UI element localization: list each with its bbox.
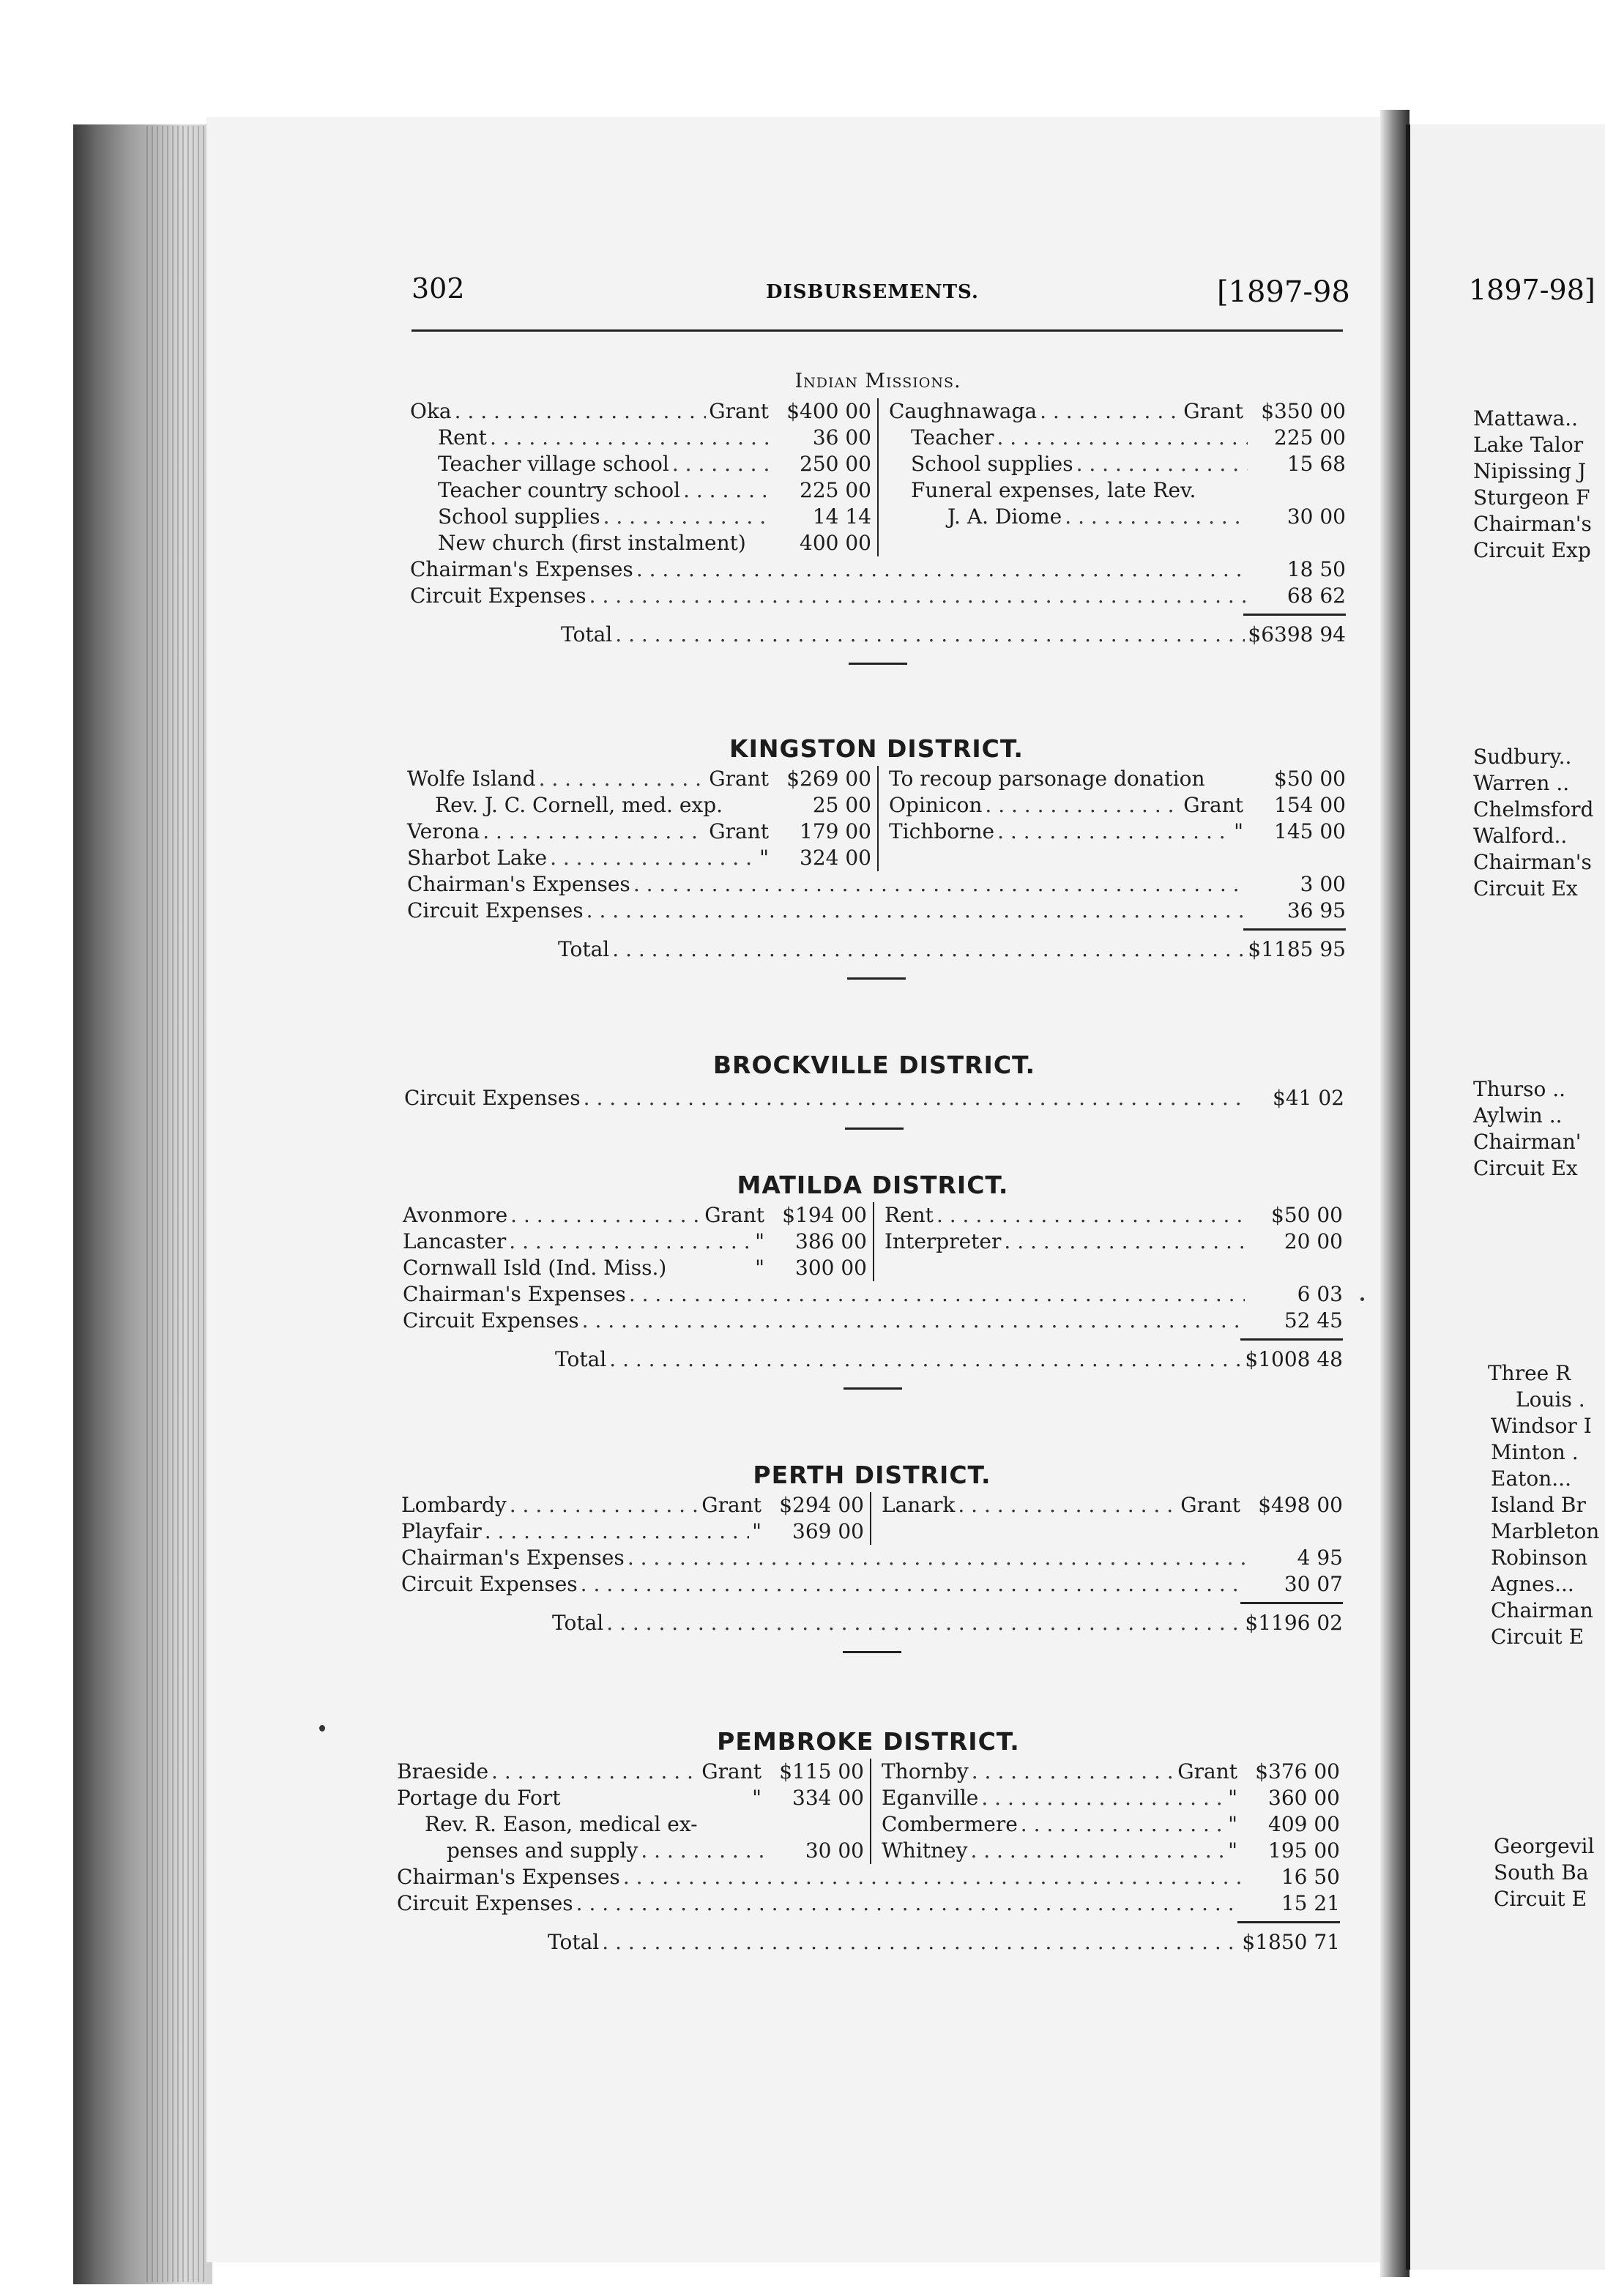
list-item: Windsor I [1491,1414,1592,1438]
list-item: School supplies . . . 15 68 [889,451,1346,477]
list-item: Avonmore . . . Grant $194 00 [403,1202,867,1229]
chairmans-expenses-row: Chairman's Expenses . . . 4 95 [401,1545,1343,1571]
list-item: Chairman [1491,1598,1593,1622]
two-column-list [407,766,1346,871]
section-separator [843,1651,901,1653]
total-row: Total . . . $1850 71 [397,1929,1340,1956]
list-item: Lanark . . . Grant $498 00 [882,1492,1343,1518]
page-year: [1897-98 [1217,275,1350,309]
list-item: Eganville . . . " 360 00 [882,1785,1340,1811]
list-item: Teacher country school . . . 225 00 [410,477,871,504]
total-row: Total . . . $1196 02 [401,1610,1343,1636]
section-title: KINGSTON DISTRICT. [729,734,1024,763]
section-title: MATILDA DISTRICT. [737,1171,1009,1199]
section-perth-district [401,1458,1343,1666]
circuit-expenses-row: Circuit Expenses . . . 36 95 [407,898,1346,924]
list-item: Georgevil [1494,1834,1595,1858]
list-item: Lombardy . . . Grant $294 00 [401,1492,864,1518]
list-item: Teacher village school . . . 250 00 [410,451,871,477]
list-item: Sudbury.. [1473,745,1572,769]
list-item: Circuit Ex [1473,876,1578,901]
list-item: Robinson [1491,1546,1588,1570]
list-item: Oka . . . Grant $400 00 [410,398,871,425]
ink-speck [1360,1297,1364,1301]
list-item: J. A. Diome . . . 30 00 [889,504,1346,530]
section-brockville-district [404,1048,1344,1143]
circuit-expenses-row: Circuit Expenses . . . 52 45 [403,1308,1343,1334]
left-column [401,1492,871,1545]
section-title: PERTH DISTRICT. [753,1461,991,1489]
chairmans-expenses-row: Chairman's Expenses . . . 6 03 [403,1281,1343,1308]
right-page-year: 1897-98] [1469,274,1595,306]
list-item: Wolfe Island . . . Grant $269 00 [407,766,871,792]
left-column [407,766,879,871]
total-row: Total . . . $1008 48 [403,1346,1343,1373]
section-title: Indian Missions. [794,370,961,392]
section-separator [847,977,906,980]
left-column [403,1202,874,1281]
list-item: New church (first instalment) 400 00 [438,531,871,555]
right-column [871,1492,1343,1545]
right-column [879,398,1346,556]
list-item: Lake Talor [1473,433,1584,457]
list-item: Cornwall Isld (Ind. Miss.) " 300 00 [403,1256,867,1280]
list-item: Chairman's [1473,512,1592,536]
list-item: Circuit Ex [1473,1156,1578,1180]
two-column-list [401,1492,1343,1545]
list-item: Lancaster . . . " 386 00 [403,1229,867,1255]
two-column-list [397,1759,1340,1864]
circuit-expenses-row: Circuit Expenses . . . 30 07 [401,1571,1343,1598]
sum-rule [1240,1602,1343,1604]
list-item: Verona . . . Grant 179 00 [407,819,871,845]
list-item: Thurso .. [1473,1077,1566,1101]
left-column [410,398,879,556]
section-title: BROCKVILLE DISTRICT. [712,1051,1036,1079]
chairmans-expenses-row: Chairman's Expenses . . . 16 50 [397,1864,1340,1890]
chairmans-expenses-row: Chairman's Expenses . . . 3 00 [407,871,1346,898]
ink-speck [319,1725,325,1732]
list-item: Circuit Exp [1473,538,1591,562]
section-indian-missions [410,365,1346,678]
list-item: penses and supply . . . 30 00 [397,1838,864,1864]
list-item: Louis . [1516,1387,1585,1412]
list-item: Rent . . . 36 00 [410,425,871,451]
list-item: Sturgeon F [1473,485,1590,510]
list-item: Portage du Fort " 334 00 [397,1786,864,1810]
section-matilda-district [403,1168,1343,1403]
right-column [879,766,1346,871]
list-item: Warren .. [1473,771,1570,795]
sum-rule [1240,1338,1343,1341]
list-item: Thornby . . . Grant $376 00 [882,1759,1340,1785]
list-item: Rev. R. Eason, medical ex- [425,1812,698,1836]
list-item: Walford.. [1473,824,1568,848]
list-item: Rent . . . $50 00 [885,1202,1343,1229]
list-item: Mattawa.. [1473,406,1579,430]
list-item: South Ba [1494,1860,1589,1885]
list-item: Circuit E [1491,1625,1584,1649]
list-item: Rev. J. C. Cornell, med. exp. 25 00 [435,793,871,817]
chairmans-expenses-row: Chairman's Expenses . . . 18 50 [410,556,1346,583]
list-item: Marbleton [1491,1519,1600,1543]
book-page-edge-lines [146,126,205,2282]
section-pembroke-district [397,1725,1340,1956]
book-gutter [1380,110,1410,2277]
list-item: Chairman's [1473,850,1592,874]
section-separator [849,663,907,665]
list-item: Nipissing J [1473,459,1587,483]
list-item: Funeral expenses, late Rev. [911,478,1196,502]
list-item: Circuit E [1494,1887,1587,1911]
total-row: Total . . . $1185 95 [407,936,1346,963]
right-page-edge [1406,124,1410,2270]
sum-rule [1243,928,1346,931]
section-separator [844,1387,902,1390]
running-title: DISBURSEMENTS. [766,281,979,303]
list-item: Chelmsford [1473,797,1594,821]
list-item: Minton . [1491,1440,1579,1464]
header-rule [412,329,1343,332]
two-column-list [403,1202,1343,1281]
circuit-expenses-row: Circuit Expenses . . . 68 62 [410,583,1346,609]
list-item: Opinicon . . . Grant 154 00 [889,792,1346,819]
circuit-expenses-row: Circuit Expenses . . . $41 02 [404,1085,1344,1111]
list-item: Caughnawaga . . . Grant $350 00 [889,398,1346,425]
list-item: Sharbot Lake . . . " 324 00 [407,845,871,871]
list-item: Teacher . . . 225 00 [889,425,1346,451]
list-item: Agnes... [1491,1572,1574,1596]
left-column [397,1759,871,1864]
list-item: To recoup parsonage donation $50 00 [889,767,1346,791]
list-item: Three R [1488,1361,1571,1385]
list-item: Interpreter . . . 20 00 [885,1229,1343,1255]
section-title: PEMBROKE DISTRICT. [717,1727,1020,1756]
list-item: Combermere . . . " 409 00 [882,1811,1340,1838]
list-item: Tichborne . . . " 145 00 [889,819,1346,845]
sum-rule [1243,614,1346,616]
section-separator [845,1128,904,1130]
page-number: 302 [412,272,465,305]
circuit-expenses-row: Circuit Expenses . . . 15 21 [397,1890,1340,1917]
total-row: Total . . . $6398 94 [410,622,1346,648]
list-item: Island Br [1491,1493,1586,1517]
sum-rule [1237,1921,1340,1923]
list-item: School supplies . . . 14 14 [410,504,871,530]
right-column [874,1202,1343,1281]
right-column [871,1759,1340,1864]
section-kingston-district [407,732,1346,993]
list-item: Aylwin .. [1473,1103,1563,1128]
list-item: Whitney . . . " 195 00 [882,1838,1340,1864]
list-item: Eaton... [1491,1466,1571,1491]
list-item: Playfair . . . " 369 00 [401,1518,864,1545]
list-item: Braeside . . . Grant $115 00 [397,1759,864,1785]
list-item: Chairman' [1473,1130,1582,1154]
two-column-list [410,398,1346,556]
